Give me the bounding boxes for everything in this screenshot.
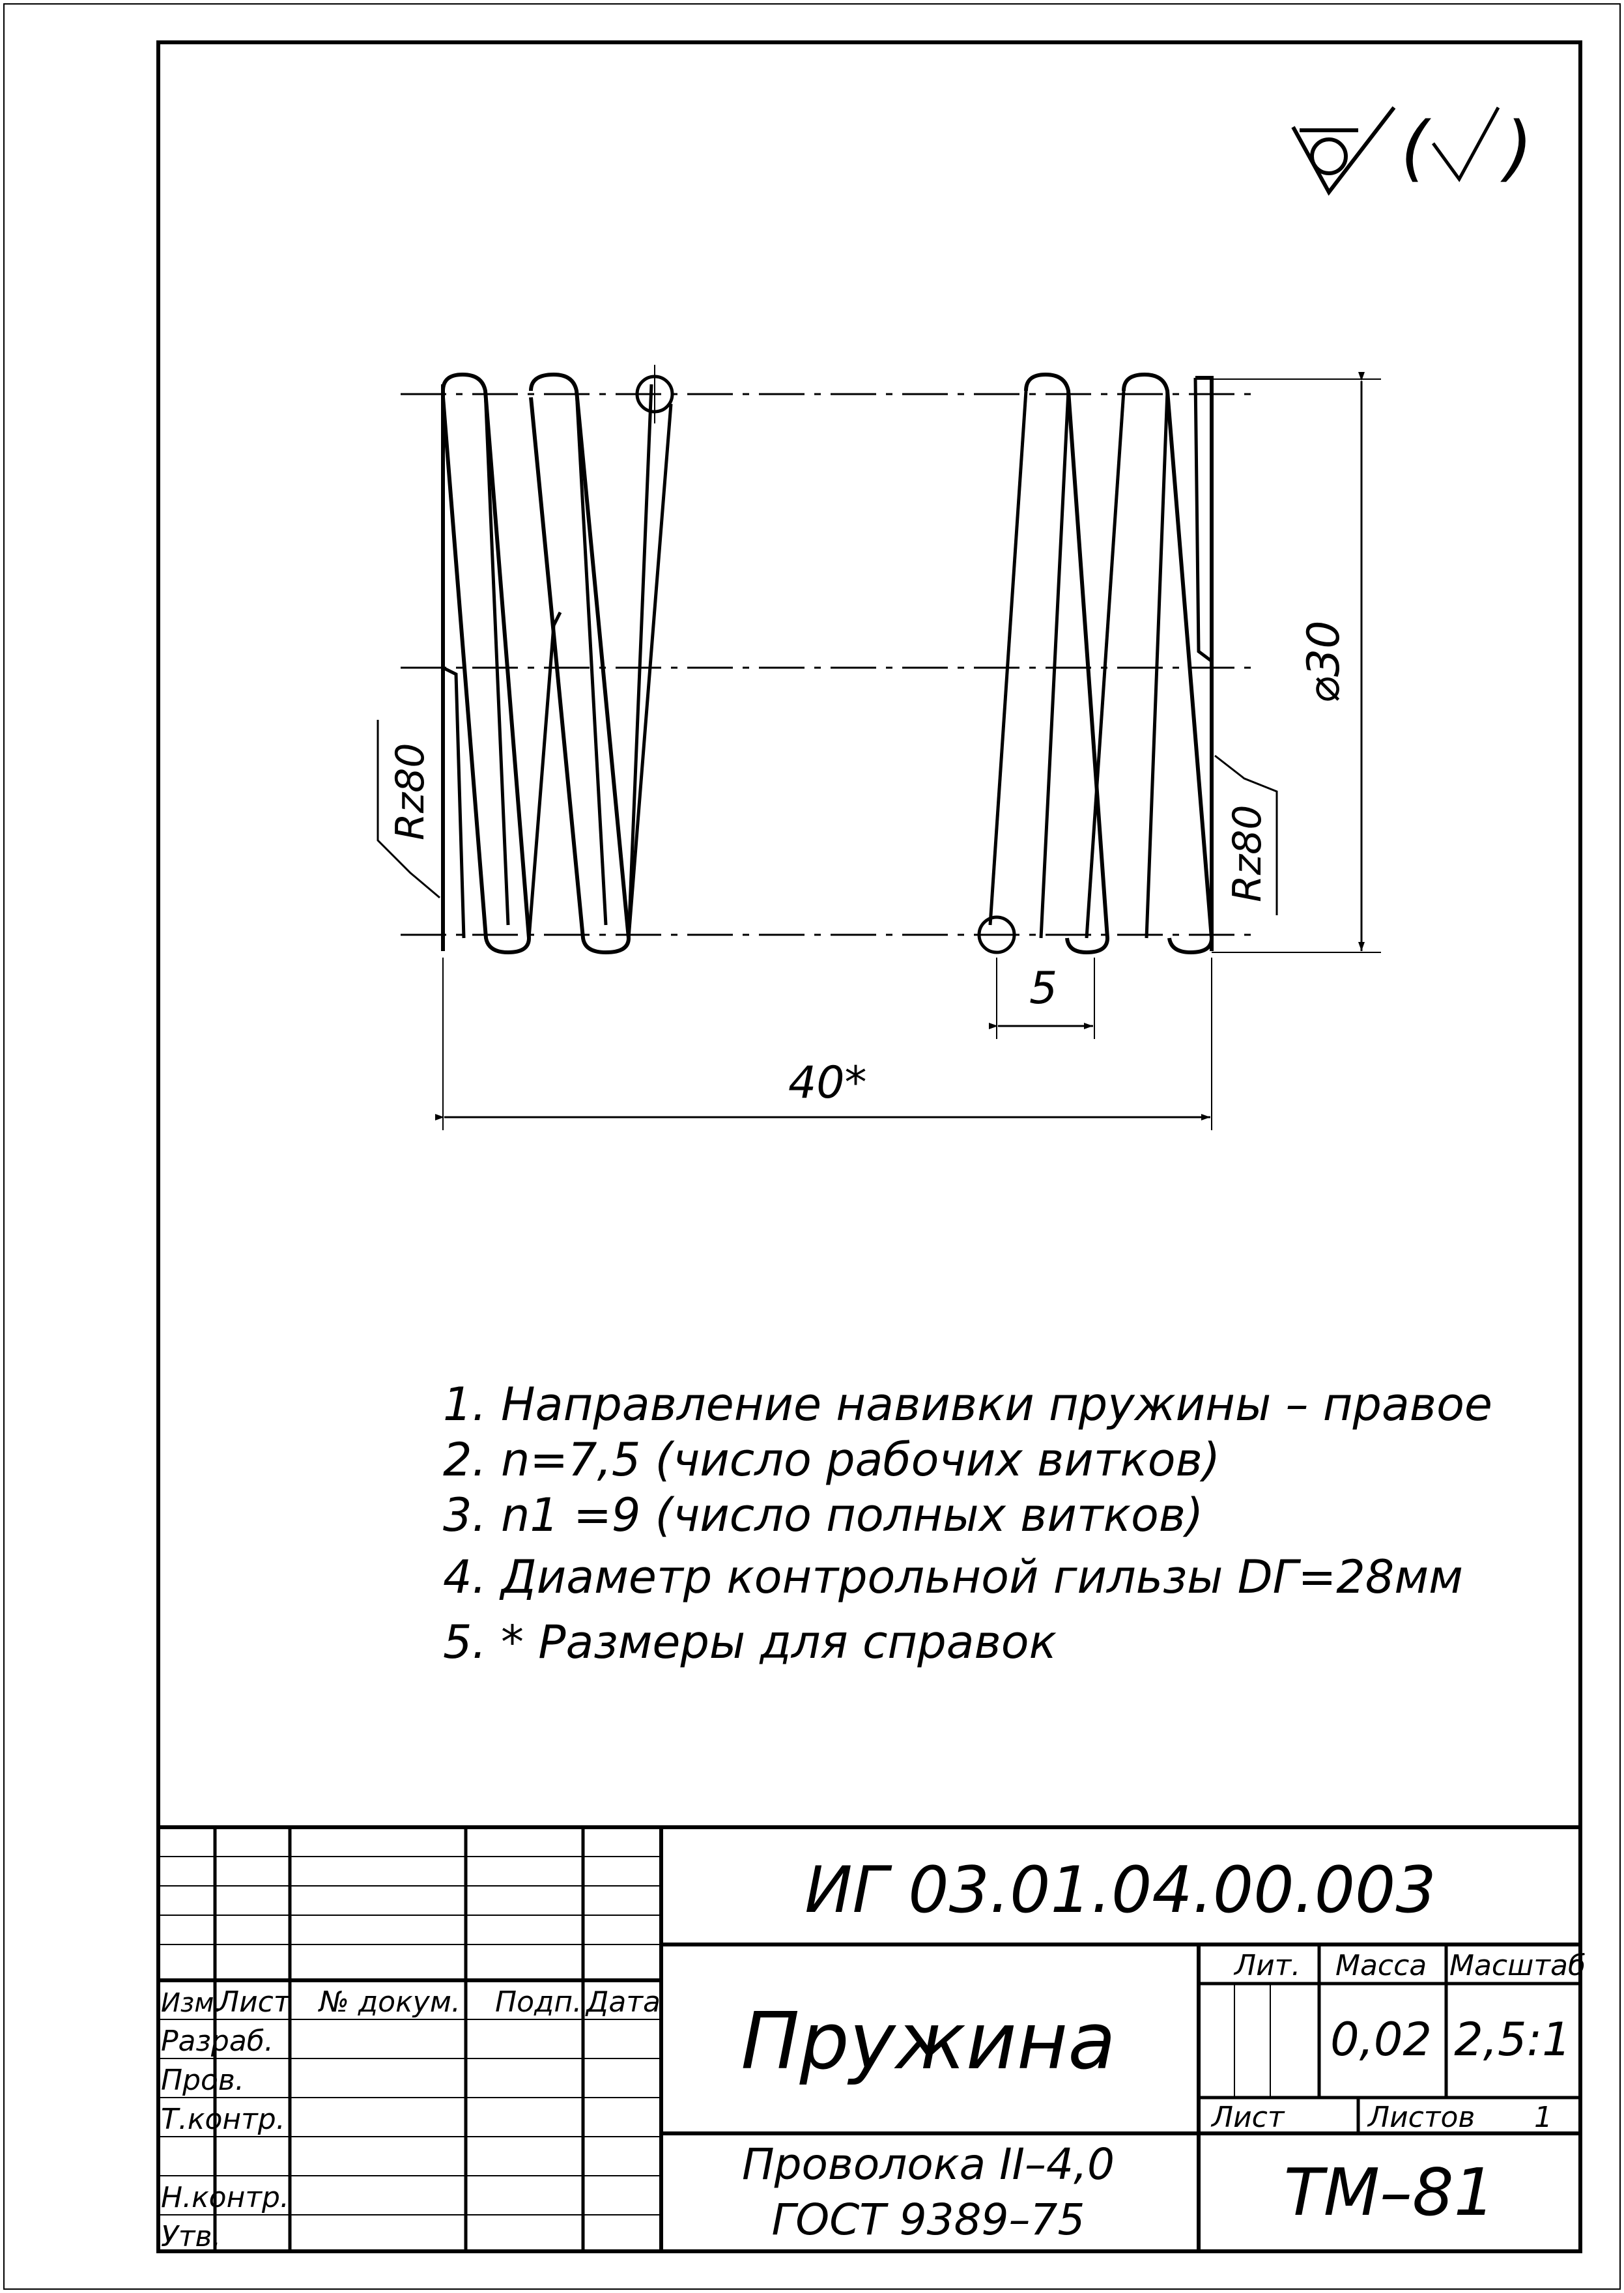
material-line-1: Проволока II–4,0 bbox=[742, 2139, 1115, 2189]
header-sheets: Листов bbox=[1368, 2101, 1475, 2134]
header-sheet: Лист bbox=[1212, 2101, 1285, 2134]
header-date: Дата bbox=[586, 1986, 661, 2019]
role-checked: Пров. bbox=[161, 2064, 244, 2097]
roughness-right-label: Rz80 bbox=[1225, 805, 1270, 902]
header-sign: Подп. bbox=[495, 1986, 582, 2019]
diameter-label: ⌀30 bbox=[1298, 620, 1350, 704]
header-izm: Изм. bbox=[161, 1988, 223, 2018]
roughness-open-paren: ( bbox=[1401, 106, 1429, 190]
coil-group-left bbox=[443, 375, 671, 952]
note-3: 3. n1 =9 (число полных витков) bbox=[443, 1488, 1204, 1542]
header-mass: Масса bbox=[1335, 1949, 1427, 1982]
pitch-label: 5 bbox=[1029, 963, 1058, 1014]
role-approved: Утв. bbox=[161, 2220, 221, 2253]
mass-value: 0,02 bbox=[1330, 2013, 1432, 2066]
role-norm-control: Н.контр. bbox=[161, 2181, 289, 2214]
technical-notes bbox=[443, 1378, 1492, 1669]
sheets-value: 1 bbox=[1534, 2101, 1552, 2134]
header-list: Лист bbox=[218, 1986, 291, 2019]
roughness-symbol bbox=[1293, 106, 1533, 192]
roughness-left-label: Rz80 bbox=[388, 743, 433, 840]
header-scale: Масштаб bbox=[1449, 1949, 1586, 1982]
roughness-close-paren: ) bbox=[1505, 106, 1533, 190]
header-lit: Лит. bbox=[1234, 1949, 1301, 1982]
spring-view bbox=[378, 365, 1381, 1130]
roughness-leader-right bbox=[1215, 756, 1277, 915]
header-doc: № докум. bbox=[319, 1986, 461, 2019]
note-5: 5. * Размеры для справок bbox=[443, 1616, 1057, 1669]
note-1: 1. Направление навивки пружины – правое bbox=[443, 1378, 1492, 1431]
material-line-2: ГОСТ 9389–75 bbox=[771, 2195, 1085, 2245]
scale-value: 2,5:1 bbox=[1454, 2013, 1571, 2066]
doc-number: ИГ 03.01.04.00.003 bbox=[805, 1853, 1436, 1928]
title-block bbox=[158, 1827, 1586, 2253]
note-2: 2. n=7,5 (число рабочих витков) bbox=[443, 1433, 1221, 1487]
part-name: Пружина bbox=[741, 1997, 1116, 2087]
note-4: 4. Диаметр контрольной гильзы DГ=28мм bbox=[443, 1550, 1463, 1604]
length-label: 40* bbox=[788, 1057, 867, 1109]
roughness-leader-left bbox=[378, 720, 440, 898]
role-developed: Разраб. bbox=[161, 2025, 274, 2058]
coil-group-right bbox=[990, 375, 1212, 952]
role-tech-control: Т.контр. bbox=[161, 2103, 285, 2136]
organization: ТМ–81 bbox=[1283, 2154, 1496, 2230]
